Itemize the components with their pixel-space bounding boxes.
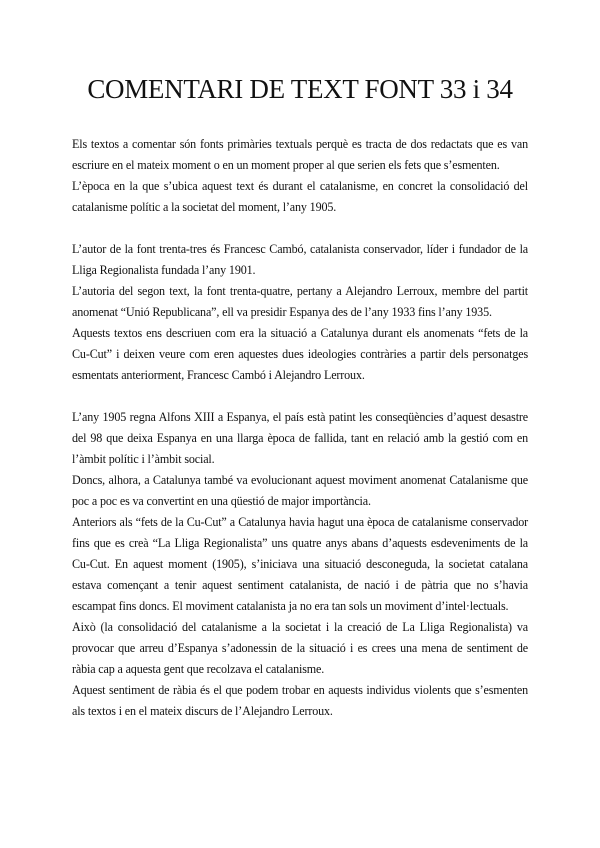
paragraph-spacer xyxy=(72,218,528,239)
paragraph: L’any 1905 regna Alfons XIII a Espanya, el país està patint les conseqüències d’aquest desastre del 98 que deixa Espanya en una llarga època de fallida, tant en relació amb la gestió com en l’àmbit polític i l’àmbit social. xyxy=(72,410,528,466)
section-context xyxy=(72,407,528,722)
paragraph: Això (la consolidació del catalanisme a la societat i la creació de La Lliga Regionalista) va provocar que arreu d’Espanya s’adonessin de la situació i es crees una mena de sentiment de ràbia cap a aquesta gent que recolzava el catalanisme. xyxy=(72,620,528,676)
section-authors xyxy=(72,239,528,386)
paragraph-spacer xyxy=(72,386,528,407)
paragraph: Anteriors als “fets de la Cu-Cut” a Catalunya havia hagut una època de catalanisme conservador fins que es creà “La Lliga Regionalista” uns quatre anys abans d’aquests esdeveniments de la Cu-Cut. En aquest moment (1905), s’iniciava una situació desconeguda, la societat catalana estava començant a tenir aquest sentiment catalanista, de nació i de pàtria que no s’havia escampat fins doncs. El moviment catalanista ja no era tan sols un moviment d’intel·lectuals. xyxy=(72,515,528,613)
paragraph: Els textos a comentar són fonts primàries textuals perquè es tracta de dos redactats que es van escriure en el mateix moment o en un moment proper al que serien els fets que s’esmenten. xyxy=(72,137,528,172)
document-title: COMENTARI DE TEXT FONT 33 i 34 xyxy=(87,74,513,104)
paragraph: Doncs, alhora, a Catalunya també va evolucionant aquest moviment anomenat Catalanisme que poc a poc es va convertint en una qüestió de major importància. xyxy=(72,473,528,508)
paragraph: L’autoria del segon text, la font trenta-quatre, pertany a Alejandro Lerroux, membre del partit anomenat “Unió Republicana”, ell va presidir Espanya des de l’any 1933 fins l’any 1935. xyxy=(72,284,528,319)
paragraph: L’època en la que s’ubica aquest text és durant el catalanisme, en concret la consolidació del catalanisme polític a la societat del moment, l’any 1905. xyxy=(72,179,528,214)
paragraph: Aquests textos ens descriuen com era la situació a Catalunya durant els anomenats “fets de la Cu-Cut” i deixen veure com eren aquestes dues ideologies contràries a partir dels personatges esmentats anteriorment, Francesc Cambó i Alejandro Lerroux. xyxy=(72,326,528,382)
paragraph: Aquest sentiment de ràbia és el que podem trobar en aquests individus violents que s’esmenten als textos i en el mateix discurs de l’Alejandro Lerroux. xyxy=(72,683,528,718)
section-introduction xyxy=(72,134,528,218)
paragraph: L’autor de la font trenta-tres és Francesc Cambó, catalanista conservador, líder i fundador de la Lliga Regionalista fundada l’any 1901. xyxy=(72,242,528,277)
